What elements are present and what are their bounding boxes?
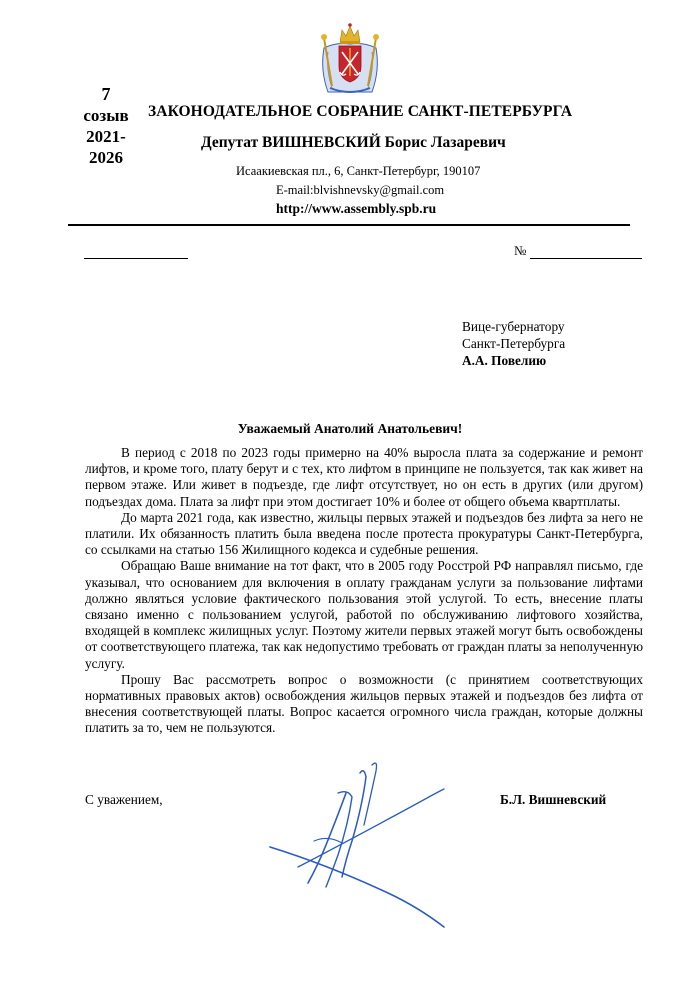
coat-of-arms-emblem	[318, 22, 382, 98]
closing-phrase: С уважением,	[85, 792, 163, 807]
body-paragraph-2: До марта 2021 года, как известно, жильцы первых этажей и подъездов без лифта за него не платили. Их обязанность платить была введена после протеста прокуратуры Санкт-Петербурга, со ссылками на статью 156 Жилищного кодекса и судебные решения.	[85, 509, 643, 558]
convocation-block	[76, 84, 136, 168]
handwritten-signature	[268, 755, 448, 930]
convocation-years-start: 2021-	[86, 127, 126, 146]
recipient-name: А.А. Повелию	[462, 353, 547, 368]
salutation: Уважаемый Анатолий Анатольевич!	[237, 421, 463, 436]
body-paragraph-1: В период с 2018 по 2023 годы примерно на 40% выросла плата за содержание и ремонт лифтов, и кроме того, плату берут и с тех, кто лифтом в принципе не пользуется, так как живет на первом этаже. Или живет в подъезде, где лифт отсутствует, но он есть в других (или другом) подъездах дома. Плата за лифт при этом достигает 10% и более от общего объема квартплаты.	[85, 445, 643, 509]
convocation-word: созыв	[83, 106, 129, 125]
date-blank-line	[84, 258, 188, 259]
website-link[interactable]: http://www.assembly.spb.ru	[276, 201, 437, 216]
body-paragraph-3: Обращаю Ваше внимание на тот факт, что в 2005 году Росстрой РФ направлял письмо, где указывал, что основанием для включения в оплату гражданам услуги за пользование лифтами должно являться условие фактического пользования этой услугой. То есть, внесение платы связано именно с пользованием услугой, работой по обслуживанию лифтового хозяйства, входящей в комплекс жилищных услуг. Поэтому жители первых этажей могут быть освобождены от соответствующего платежа, так как недопустимо требовать от граждан платы за неполученную услугу.	[85, 558, 643, 671]
header-divider	[68, 224, 630, 226]
number-blank-line	[530, 258, 642, 259]
recipient-city: Санкт-Петербурга	[462, 336, 566, 351]
recipient-block	[462, 318, 565, 369]
letter-body	[85, 445, 643, 737]
body-paragraph-4: Прошу Вас рассмотреть вопрос о возможности (с принятием соответствующих нормативных правовых актов) освобождения жильцов первых этажей и подъездов без лифта от внесения соответствующей платы. Вопрос касается огромного числа граждан, которые должны платить за то, чем не пользуются.	[85, 671, 643, 736]
recipient-position: Вице-губернатору	[462, 319, 565, 334]
convocation-years-end: 2026	[89, 148, 123, 167]
deputy-name: Депутат ВИШНЕВСКИЙ Борис Лазаревич	[201, 134, 506, 151]
assembly-title: ЗАКОНОДАТЕЛЬНОЕ СОБРАНИЕ САНКТ-ПЕТЕРБУРГА	[148, 103, 573, 120]
convocation-number: 7	[101, 84, 111, 104]
signatory-name: Б.Л. Вишневский	[500, 792, 607, 807]
email: E-mail:blvishnevsky@gmail.com	[276, 183, 445, 197]
address: Исаакиевская пл., 6, Санкт-Петербург, 190107	[236, 164, 481, 178]
number-sign: №	[514, 243, 527, 258]
